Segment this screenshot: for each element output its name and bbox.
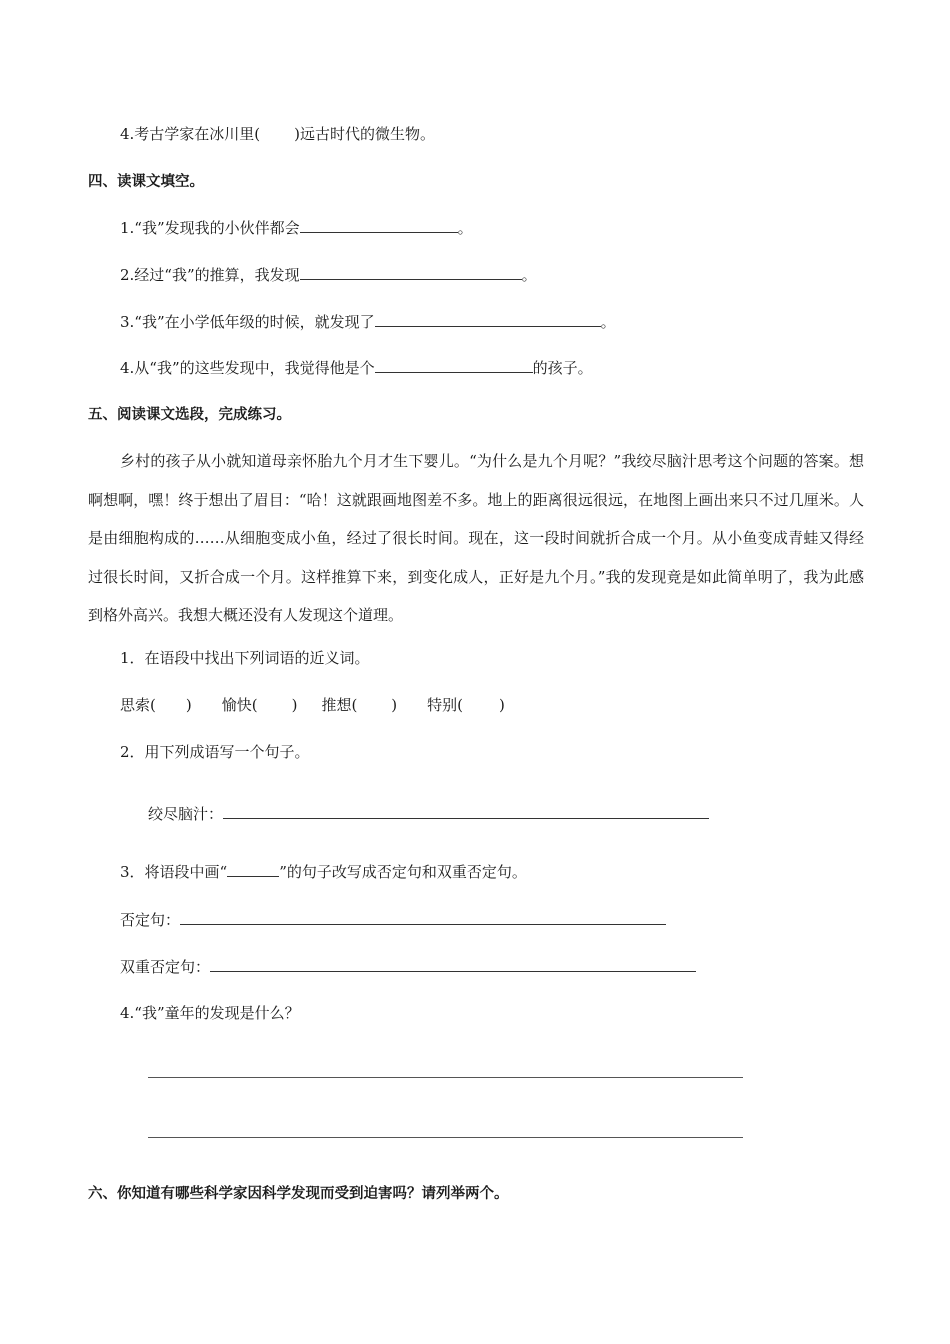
- neg-label: 否定句：: [120, 911, 181, 929]
- s3-q4-pre: 4.考古学家在冰川里(: [120, 125, 261, 143]
- section6-title: 六、你知道有哪些科学家因科学发现而受到迫害吗？请列举两个。: [88, 1186, 509, 1202]
- word-1: 思索(: [120, 696, 156, 714]
- section5-title: 五、阅读课文选段，完成练习。: [88, 407, 291, 423]
- s5-q3-post: ”的句子改写成否定句和双重否定句。: [279, 863, 527, 881]
- double-neg-blank[interactable]: [210, 957, 696, 972]
- s4-q3: [120, 312, 616, 332]
- s5-q1-words: [120, 695, 505, 715]
- s5-q2: 2．用下列成语写一个句子。: [120, 743, 310, 761]
- s4-q2-post: 。: [521, 266, 537, 284]
- section4-title: 四、读课文填空。: [88, 174, 204, 190]
- s5-q3: [120, 862, 527, 882]
- s4-q3-blank[interactable]: [375, 312, 601, 327]
- s5-q3-pre: 3．将语段中画“: [120, 863, 228, 881]
- word-1-close: ): [185, 696, 192, 714]
- double-neg-label: 双重否定句：: [120, 958, 211, 976]
- word-2-close: ): [291, 696, 298, 714]
- idiom-label: 绞尽脑汁：: [148, 805, 224, 823]
- answer-line-2[interactable]: [148, 1137, 743, 1138]
- word-3-close: ): [391, 696, 398, 714]
- s4-q3-pre: 3.“我”在小学低年级的时候，就发现了: [120, 313, 375, 331]
- s5-neg: [120, 910, 666, 930]
- s5-double-neg: [120, 957, 696, 977]
- neg-blank[interactable]: [180, 910, 666, 925]
- s4-q4-pre: 4.从“我”的这些发现中，我觉得他是个: [120, 359, 375, 377]
- s4-q4-post: 的孩子。: [532, 359, 593, 377]
- s4-q1: [120, 218, 473, 238]
- s4-q2-blank[interactable]: [300, 265, 522, 280]
- word-2: 愉快(: [221, 696, 258, 714]
- s4-q4-blank[interactable]: [375, 358, 533, 373]
- s3-q4-post: )远古时代的微生物。: [294, 125, 436, 143]
- s4-q3-post: 。: [600, 313, 616, 331]
- word-4-close: ): [499, 696, 505, 714]
- s4-q2: [120, 265, 537, 285]
- s5-q3-underline-mark: [227, 862, 279, 877]
- word-3: 推想(: [321, 696, 358, 714]
- idiom-blank[interactable]: [223, 804, 709, 819]
- s5-q4: 4.“我”童年的发现是什么？: [120, 1004, 300, 1022]
- word-4: 特别(: [427, 696, 464, 714]
- s4-q1-pre: 1.“我”发现我的小伙伴都会: [120, 219, 300, 237]
- s4-q1-blank[interactable]: [300, 218, 458, 233]
- s4-q2-pre: 2.经过“我”的推算，我发现: [120, 266, 300, 284]
- s5-q1: 1．在语段中找出下列词语的近义词。: [120, 649, 370, 667]
- answer-line-1[interactable]: [148, 1077, 743, 1078]
- s4-q4: [120, 358, 593, 378]
- s5-q2-idiom: [148, 804, 709, 824]
- s3-q4: [120, 124, 435, 144]
- reading-passage: 乡村的孩子从小就知道母亲怀胎九个月才生下婴儿。“为什么是九个月呢？”我绞尽脑汁思考这个问题的答案。想啊想啊，嘿！终于想出了眉目：“哈！这就跟画地图差不多。地上的距离很远很远，在地图上画出来只不过几厘米。人是由细胞构成的……从细胞变成小鱼，经过了很长时间。现在，这一段时间就折合成一个月。从小鱼变成青蛙又得经过很长时间，又折合成一个月。这样推算下来，到变化成人，正好是九个月。”我的发现竟是如此简单明了，我为此感到格外高兴。我想大概还没有人发现这个道理。: [88, 452, 864, 624]
- s4-q1-post: 。: [457, 219, 473, 237]
